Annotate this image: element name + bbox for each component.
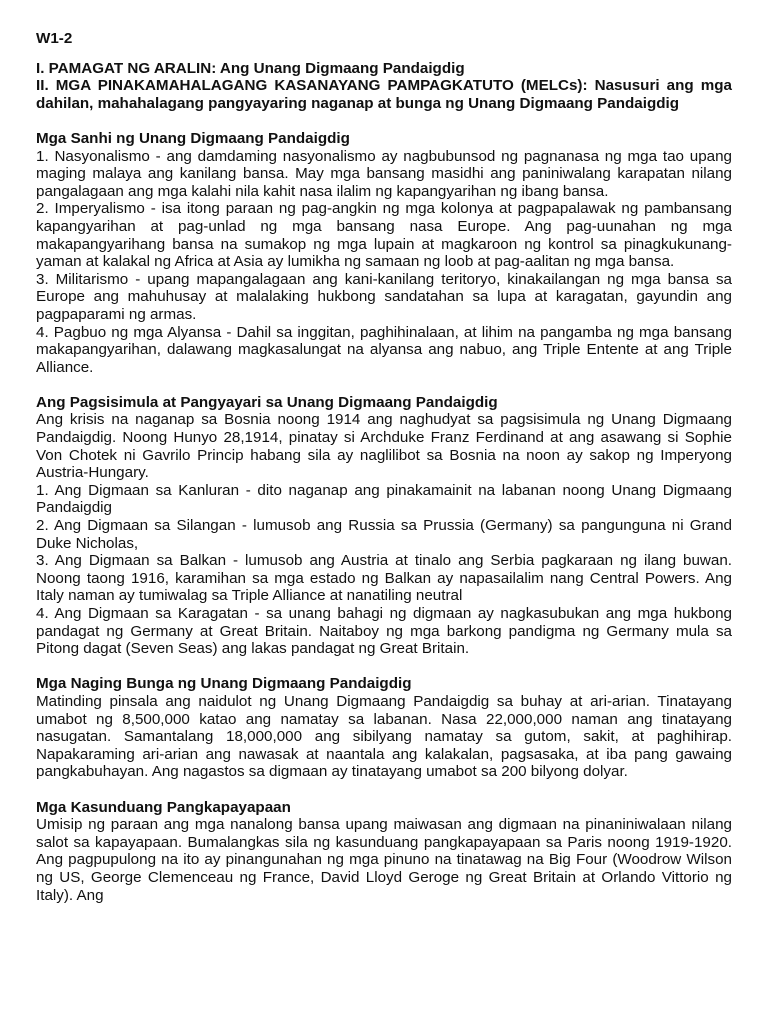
section-peace-treaties [36,799,732,905]
paragraph: Matinding pinsala ang naidulot ng Unang Digmaang Pandaigdig sa buhay at ari-arian. Tinatayang umabot ng 8,500,000 katao ang namatay sa labanan. Nasa 22,000,000 naman ang tinatayang nasugatan. Samantalang 18,000,000 ang sibilyang namatay sa gutom, sakit, at paghihirap. Napakaraming ari-arian ang nawasak at naantala ang kalakalan, pagsasaka, at iba pang gawaing pangkabuhayan. Ang nagastos sa digmaan ay tinatayang umabot sa 200 bilyong dolyar. [36,692,732,781]
paragraph: Umisip ng paraan ang mga nanalong bansa upang maiwasan ang digmaan na pinaniniwalaan nilang salot sa kapayapaan. Bumalangkas sila ng kasunduang pangkapayapaan sa Paris noong 1919-1920. Ang pagpupulong na ito ay pinangunahan ng mga pinuno na tinatawag na Big Four (Woodrow Wilson ng US, George Clemenceau ng France, David Lloyd Geroge ng Great Britain at Orlando Vittorio ng Italy). Ang [36,816,732,904]
section-events [36,394,732,658]
section-causes [36,130,732,376]
paragraph: 2. Imperyalismo - isa itong paraan ng pag-angkin ng mga kolonya at pagpapalawak ng pambansang kapangyarihan at pag-unlad ng mga bansang nasa Europe. Ang pag-uunahan ng mga makapangyarihang bansa na sumakop ng mga lupain at magkaroon ng kontrol sa pinagkukunang-yaman at kalakal ng Africa at Asia ay lumikha ng samaan ng loob at pag-aalitan ng mga bansa. [36,200,732,271]
paragraph: 1. Ang Digmaan sa Kanluran - dito naganap ang pinakamainit na labanan noong Unang Digmaang Pandaigdig [36,481,732,517]
document-code: W1-2 [36,30,73,47]
paragraph: 4. Pagbuo ng mga Alyansa - Dahil sa inggitan, paghihinalaan, at lihim na pangamba ng mga bansang makapangyarihan, dalawang magkasalungat na alyansa ang nabuo, ang Triple Entente at ang Triple Alliance. [36,323,732,376]
section-heading: Mga Naging Bunga ng Unang Digmaang Pandaigdig [36,675,412,693]
paragraph: 2. Ang Digmaan sa Silangan - lumusob ang Russia sa Prussia (Germany) sa pangunguna ni Grand Duke Nicholas, [36,517,732,552]
paragraph: 3. Ang Digmaan sa Balkan - lumusob ang Austria at tinalo ang Serbia pagkaraan ng ilang buwan. Noong taong 1916, karamihan sa mga estado ng Balkan ay napasailalim nang Central Powers. Ang Italy naman ay tumiwalag sa Triple Alliance at nanatiling neutral [36,552,732,605]
section-effects [36,675,732,781]
melcs-statement: II. MGA PINAKAMAHALAGANG KASANAYANG PAMPAGKATUTO (MELCs): Nasusuri ang mga dahilan, mahahalagang pangyayaring naganap at bunga ng Unang Digmaang Pandaigdig [36,77,732,112]
section-heading: Mga Kasunduang Pangkapayapaan [36,798,291,816]
lesson-title: I. PAMAGAT NG ARALIN: Ang Unang Digmaang Pandaigdig [36,59,465,77]
section-heading: Mga Sanhi ng Unang Digmaang Pandaigdig [36,129,350,147]
paragraph: Ang krisis na naganap sa Bosnia noong 1914 ang naghudyat sa pagsisimula ng Unang Digmaang Pandaigdig. Noong Hunyo 28,1914, pinatay si Archduke Franz Ferdinand at ang asawang si Sophie Von Chotek ni Gavrilo Princip habang sila ay naglilibot sa Bosnia na noon ay sakop ng Imperyong Austria-Hungary. [36,411,732,482]
document-page [36,30,732,904]
section-heading: Ang Pagsisimula at Pangyayari sa Unang Digmaang Pandaigdig [36,393,498,411]
paragraph: 3. Militarismo - upang mapangalagaan ang kani-kanilang teritoryo, kinakailangan ng mga bansa sa Europe ang mahuhusay at malalaking hukbong sandatahan sa lupa at karagatan, gayundin ang pagpaparami ng armas. [36,270,732,323]
paragraph: 4. Ang Digmaan sa Karagatan - sa unang bahagi ng digmaan ay nagkasubukan ang mga hukbong pandagat ng Germany at Great Britain. Naitaboy ng mga barkong pandigma ng Germany mula sa Pitong dagat (Seven Seas) ang lakas pandagat ng Great Britain. [36,605,732,658]
paragraph: 1. Nasyonalismo - ang damdaming nasyonalismo ay nagbubunsod ng pagnanasa ng mga tao upang maging malaya ang kanilang bansa. May mga bansang masidhi ang paniniwalang karapatan nilang pangalagaan ang mga kalahi nila kahit nasa ilalim ng kapangyarihan ng ibang bansa. [36,147,732,200]
